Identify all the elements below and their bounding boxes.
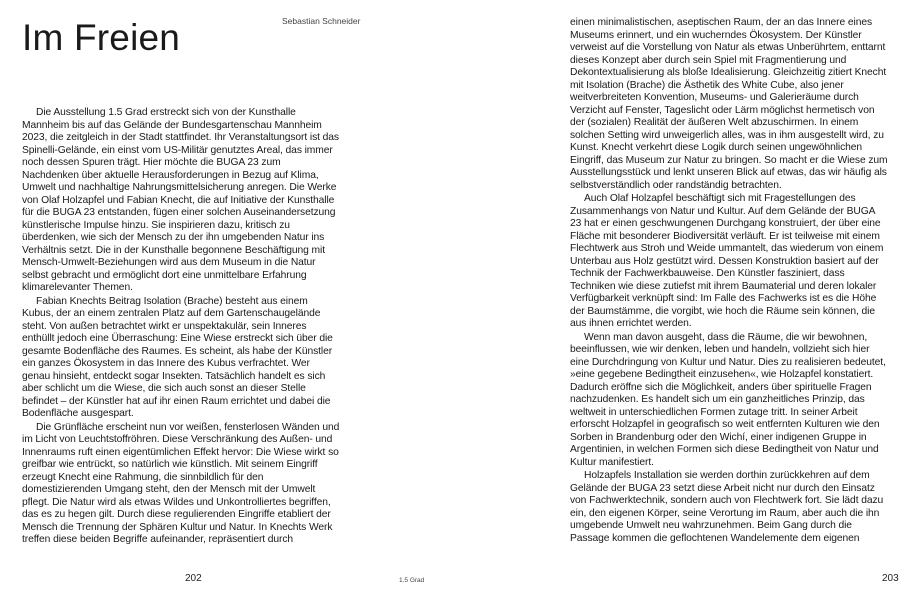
page-number-right: 203 xyxy=(882,573,899,584)
right-body-text xyxy=(570,17,888,545)
paragraph: einen minimalistischen, aseptischen Raum, der an das Innere eines Museums erinnert, und ein wucherndes Ökosystem. Der Künstler verweist auf die Vorstellung von Natur als etwas Unberührtem, enttarnt dieses Konzept aber durch sein Spiel mit Fragmentierung und Dekontextualisierung als bloße Idealisierung. Gleichzeitig zitiert Knecht mit Isolation (Brache) die Ästhetik des White Cube, also jener weitverbreiteten Konvention, Museums- und Galerieräume durch Verzicht auf Fenster, Tageslicht oder Lärm möglichst hermetisch von der (sozialen) Realität der äußeren Welt abzuschirmen. In einem solchen Setting wird unweigerlich alles, was in ihm ausgestellt wird, zu Kunst. Knecht verkehrt diese Logik durch seinen ungewöhnlichen Eingriff, das Museum zur Natur zu bringen. So macht er die Wiese zum Ausstellungsstück und lenkt unseren Blick auf etwas, das wir häufig als selbstverständlich oder randständig betrachten. xyxy=(570,17,888,191)
paragraph: Die Grünfläche erscheint nun vor weißen, fensterlosen Wänden und im Licht von Leuchtstoffröhren. Diese Verschränkung des Außen- und Innenraums ruft einen eigentümlichen Effekt hervor: Die Wiese wirkt so greifbar wie entrückt, so natürlich wie künstlich. Mit seinem Eingriff erzeugt Knecht eine Rahmung, die sinnbildlich für den domestizierenden Umgang steht, den der Mensch mit der Umwelt pflegt. Die Natur wird als etwas Wildes und Unkontrolliertes begriffen, das es zu hegen gilt. Durch diese regulierenden Eingriffe etabliert der Mensch die Trennung der Sphären Kultur und Natur. In Knechts Werk treffen diese beiden Begriffe aufeinander, repräsentiert durch xyxy=(22,421,340,545)
article-title: Im Freien xyxy=(22,17,181,58)
right-page xyxy=(450,0,901,600)
paragraph: Fabian Knechts Beitrag Isolation (Brache) besteht aus einem Kubus, der an einem zentralen Platz auf dem Gartenschaugelände steht. Von außen betrachtet wirkt er unspektakulär, sein Inneres enthüllt jedoch eine Überraschung: Eine Wiese erstreckt sich über die gesamte Bodenfläche des Raumes. Es scheint, als habe der Künstler ein ganzes Ökosystem in das Innere des Kubus verfrachtet. Wer genau hinsieht, entdeckt sogar Insekten. Tatsächlich handelt es sich aber schlicht um die Wiese, die sich auch sonst an dieser Stelle befindet – der Künstler hat auf ihr einen Raum errichtet und dabei die Bodenfläche ausgespart. xyxy=(22,295,333,419)
left-page xyxy=(0,0,450,600)
left-body-text xyxy=(22,107,340,547)
running-footer: 1.5 Grad xyxy=(399,577,425,584)
page-number-left: 202 xyxy=(185,573,202,584)
paragraph: Wenn man davon ausgeht, dass die Räume, die wir bewohnen, beeinflussen, wie wir denken, leben und handeln, vollzieht sich hier eine Durchdringung von Kultur und Natur. Dies zu realisieren bedeutet, »eine gegebene Bedingtheit einzusehen«, wie Holzapfel konstatiert. Dadurch eröffne sich die Möglichkeit, anders über spirituelle Fragen nachzudenken. Es handelt sich um ein ganzheitliches Prinzip, das weltweit in unterschiedlichen Formen zutage tritt. In seiner Arbeit erforscht Holzapfel in geografisch so weit entfernten Kulturen wie den Sorben in Brandenburg oder den Wichí, einer indigenen Gruppe in Argentinien, in welchen Formen sich diese Bedingtheit von Natur und Kultur manifestiert. xyxy=(570,331,886,468)
paragraph: Holzapfels Installation sie werden dorthin zurückkehren auf dem Gelände der BUGA 23 setzt diese Arbeit nicht nur durch den Einsatz von Fachwerktechnik, sondern auch von Flechtwerk fort. Sie lädt dazu ein, den eigenen Körper, seine Verortung im Raum, aber auch die ihn umgebende Umwelt neu wahrzunehmen. Beim Gang durch die Passage kommen die geflochtenen Wandelemente dem eigenen xyxy=(570,470,884,544)
author-name: Sebastian Schneider xyxy=(282,16,361,26)
paragraph: Auch Olaf Holzapfel beschäftigt sich mit Fragestellungen des Zusammenhangs von Natur und Kultur. Auf dem Gelände der BUGA 23 hat er einen geschwungenen Durchgang konstruiert, der über eine Fläche mit besonderer Biodiversität verläuft. Er ist teilweise mit einem Flechtwerk aus Stroh und Weide ummantelt, das wiederum von einem Unterbau aus Holz gestützt wird. Dessen Konstruktion basiert auf der Technik der Fachwerkbauweise. Den Künstler fasziniert, dass Techniken wie diese zutiefst mit ihrem Baumaterial und deren lokaler Verfügbarkeit verknüpft sind: Im Falle des Fachwerks ist es die Höhe der Baumstämme, die vorgibt, wie hoch die Räume sein können, die aus ihnen errichtet werden. xyxy=(570,193,884,329)
paragraph: Die Ausstellung 1.5 Grad erstreckt sich von der Kunsthalle Mannheim bis auf das Gelände der Bundesgartenschau Mannheim 2023, die zeitgleich in der Stadt stattfindet. Ihr Veranstaltungsort ist das Spinelli-Gelände, ein einst vom US-Militär genutztes Areal, das immer noch dessen Spuren trägt. Hier möchte die BUGA 23 zum Nachdenken über aktuelle Herausforderungen in Bezug auf Klima, Umwelt und nachhaltige Nahrungsmittelsicherung anregen. Die Werke von Olaf Holzapfel und Fabian Knecht, die auf Initiative der Kunsthalle für die BUGA 23 entstanden, fügen einer solchen Auseinandersetzung künstlerische Impulse hinzu. Sie inspirieren dazu, kritisch zu überdenken, wie sich der Mensch zu der ihn umgebenden Natur ins Verhältnis setzt. Die in der Kunsthalle begonnene Beschäftigung mit Mensch-Umwelt-Beziehungen wird aus dem Museum in die Natur selbst gebracht und ermöglicht dort eine unmittelbare Erfahrung klimarelevanter Themen. xyxy=(22,107,339,293)
